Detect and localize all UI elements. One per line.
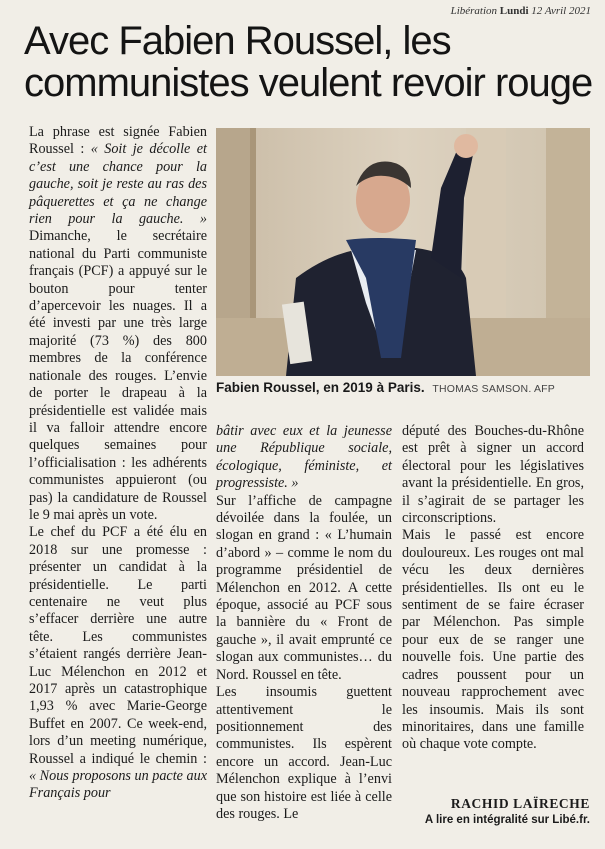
masthead-day: Lundi [499, 5, 529, 17]
p1-text: Dimanche, le secrétaire national du Parti communiste français (PCF) a appuyé sur le bouton pour tenter d’apercevoir les nuages. Il a été investi par une très large majorité (73 %) des 800 membres de la conférence nationale des rouges. L’envie de porter le drapeau à la présidentielle est validée mais il va falloir attendre encore quelques semaines pour l’officialisation : les adhérents communistes appuieront (ou pas) la candidature de Roussel le 9 mai après un vote. [29, 228, 207, 523]
article-column-1 [29, 124, 207, 803]
paragraph-4-start: Les insoumis guettent attentivement le positionnement des communistes. Ils espèrent encore un accord. Jean-Luc Mélenchon explique à l’envi que son histoire est liée à celle des rouges. Le [216, 684, 392, 822]
author-byline: RACHID LAÏRECHE [450, 796, 590, 811]
p2-quote-end [216, 423, 392, 493]
photo-image [216, 128, 590, 376]
caption-text: Fabien Roussel, en 2019 à Paris. [216, 380, 425, 395]
paragraph-2 [29, 524, 207, 803]
article-column-3 [402, 423, 584, 754]
paragraph-1 [29, 124, 207, 524]
masthead-date: 12 Avril 2021 [531, 5, 591, 17]
p2-quote-start: « Nous proposons un pacte aux Français pour [29, 768, 207, 802]
paragraph-4-end: député des Bouches-du-Rhône est prêt à signer un accord électoral pour les législatives avant la présidentielle. En gros, il s’agirait de se partager les circonscriptions. [402, 423, 584, 527]
photo-caption [216, 380, 596, 395]
p1-intro: La phrase est signée Fabien Roussel : [29, 124, 207, 158]
p2-text: Le chef du PCF a été élu en 2018 sur une promesse : présenter un candidat à la présidentielle. Le parti centenaire ne veut plus s’effacer derrière une autre tête. Les communistes s’étaient rangés derrière Jean-Luc Mélenchon en 2012 et 2017 après un catastrophique 1,93 % avec Marie-George Buffet en 2007. Ce week-end, lors d’un meeting numérique, Roussel a indiqué le chemin : [29, 524, 207, 767]
photo-fabien-roussel [216, 128, 590, 376]
paragraph-5: Mais le passé est encore douloureux. Les rouges ont mal vécu les deux dernières présidentielles. Ils ont eu le sentiment de se faire écraser par Mélenchon. Pas simple pour eux de se ranger une nouvelle fois. Une partie des cadres poussent pour un nouveau rapprochement avec les insoumis. Mais ils sont minoritaires, dans une famille où chaque vote compte. [402, 527, 584, 753]
read-more-link[interactable]: A lire en intégralité sur Libé.fr. [424, 814, 590, 826]
p1-quote: « Soit je décolle et c’est une chance pour la gauche, soit je reste au ras des pâquerettes et ça ne change rien pour la gauche. » [29, 141, 208, 228]
article-column-2 [216, 423, 392, 823]
headline: Avec Fabien Roussel, les communistes veulent revoir rouge [24, 19, 593, 105]
p2-quote-continued: bâtir avec eux et la jeunesse une République sociale, écologique, féministe, et progressiste. » [216, 423, 392, 492]
paper-name: Libération [450, 5, 498, 17]
paragraph-3: Sur l’affiche de campagne dévoilée dans la foulée, un slogan en grand : « L’humain d’abord » – comme le nom du programme présidentiel de Mélenchon en 2012. A cette époque, associé au PCF sous la bannière du « Front de gauche », il avait emprunté ce slogan aux communistes… du Nord. Roussel en tête. [216, 492, 392, 683]
photo-credit: THOMAS SAMSON. AFP [432, 383, 555, 395]
masthead [451, 5, 591, 17]
